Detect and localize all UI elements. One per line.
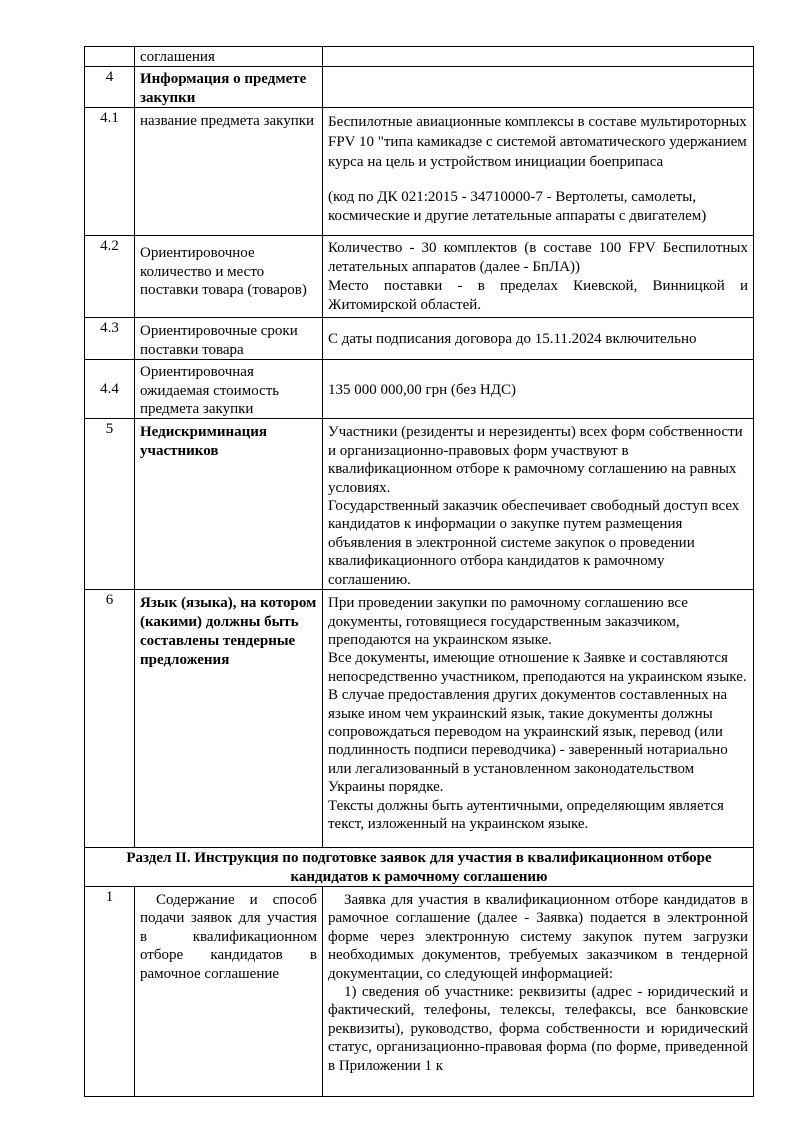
table-row-s2-1 — [85, 886, 754, 1096]
row-label: Недискриминация участников — [135, 419, 323, 590]
value-paragraph: Государственный заказчик обеспечивает свободный доступ всех кандидатов к информации о закупке путем размещения объявления в электронной системе закупок о проведении квалификационного отбора кандидатов к рамочному соглашению. — [328, 498, 740, 588]
row-label: Ориентировочная ожидаемая стоимость предмета закупки — [135, 360, 323, 419]
row-label-text: Содержание и способ подачи заявок для участия в квалификационном отборе кандидатов в рамочное соглашение — [140, 891, 317, 982]
document-page — [84, 46, 753, 1097]
table-row-5 — [85, 419, 754, 590]
row-value — [323, 360, 754, 419]
table-row-4-1 — [85, 108, 754, 236]
value-paragraph: При проведении закупки по рамочному соглашению все документы, готовящиеся государственным заказчиком, преподаются на украинском языке. — [328, 595, 688, 648]
value-paragraph: 135 000 000,00 грн (без НДС) — [328, 381, 516, 398]
table-row-4-2 — [85, 236, 754, 318]
row-value — [323, 108, 754, 236]
table-row-4-4 — [85, 360, 754, 419]
table-row-4-3 — [85, 318, 754, 360]
row-number: 6 — [85, 590, 135, 848]
row-value — [323, 47, 754, 67]
row-value — [323, 236, 754, 318]
row-value — [323, 590, 754, 848]
section-heading-row — [85, 848, 754, 887]
value-paragraph: Место поставки - в пределах Киевской, Винницкой и Житомирской областей. — [328, 278, 748, 314]
table-row-6 — [85, 590, 754, 848]
value-paragraph: В случае предоставления других документов составленных на языке ином чем украинский язык, такие документы должны сопровождаться переводом на украинский язык, перевод (или подлинность подписи переводчика) - заверенный нотариально или легализованный в установленном законодательством Украины порядке. — [328, 687, 728, 796]
row-value — [323, 886, 754, 1096]
value-paragraph: Участники (резиденты и нерезиденты) всех форм собственности и организационно-правовых форм участвуют в квалификационном отборе к рамочному соглашению на равных условиях. — [328, 424, 743, 496]
table-row-continuation — [85, 47, 754, 67]
row-value — [323, 419, 754, 590]
row-number: 4.4 — [85, 360, 135, 419]
row-number — [85, 47, 135, 67]
table-row-4 — [85, 67, 754, 108]
procurement-table — [84, 46, 754, 1097]
value-paragraph: Беспилотные авиационные комплексы в составе мультироторных FPV 10 "типа камикадзе с системой автоматического удержанием курса на цель и устройством инициации боеприпаса — [328, 114, 747, 171]
row-label: название предмета закупки — [135, 108, 323, 236]
row-label: Информация о предмете закупки — [135, 67, 323, 108]
value-paragraph: Все документы, имеющие отношение к Заявке и составляются непосредственно участником, преподаются на украинском языке. — [328, 650, 747, 685]
row-value — [323, 318, 754, 360]
row-number: 4.2 — [85, 236, 135, 318]
row-value — [323, 67, 754, 108]
row-number: 4.3 — [85, 318, 135, 360]
row-number: 4.1 — [85, 108, 135, 236]
row-number: 5 — [85, 419, 135, 590]
value-paragraph: 1) сведения об участнике: реквизиты (адрес - юридический и фактический, телефоны, телексы, телефаксы, все банковские реквизиты), руководство, форма собственности и юридический статус, организационно-правовая форма (по форме, приведенной в Приложении 1 к — [328, 983, 748, 1074]
section-title: Раздел II. Инструкция по подготовке заявок для участия в квалификационном отборе кандидатов к рамочному соглашению — [85, 848, 754, 887]
row-label: соглашения — [135, 47, 323, 67]
row-number: 1 — [85, 886, 135, 1096]
value-paragraph: Заявка для участия в квалификационном отборе кандидатов в рамочное соглашение (далее - Заявка) подается в электронной форме через электронную систему закупок путем загрузки необходимых документов, требуемых заказчиком в тендерной документации, со следующей информацией: — [328, 891, 748, 982]
row-label — [135, 886, 323, 1096]
row-number: 4 — [85, 67, 135, 108]
row-label: Язык (языка), на котором (какими) должны быть составлены тендерные предложения — [135, 590, 323, 848]
row-label: Ориентировочное количество и место поставки товара (товаров) — [135, 236, 323, 318]
value-paragraph: (код по ДК 021:2015 - 34710000-7 - Вертолеты, самолеты, космические и другие летательные аппараты с двигателем) — [328, 189, 707, 224]
value-paragraph: Тексты должны быть аутентичными, определяющим является текст, изложенный на украинском языке. — [328, 797, 724, 832]
value-paragraph: С даты подписания договора до 15.11.2024 включительно — [328, 331, 697, 348]
row-label: Ориентировочные сроки поставки товара — [135, 318, 323, 360]
value-paragraph: Количество - 30 комплектов (в составе 100 FPV Беспилотных летательных аппаратов (далее - БпЛА)) — [328, 240, 748, 276]
